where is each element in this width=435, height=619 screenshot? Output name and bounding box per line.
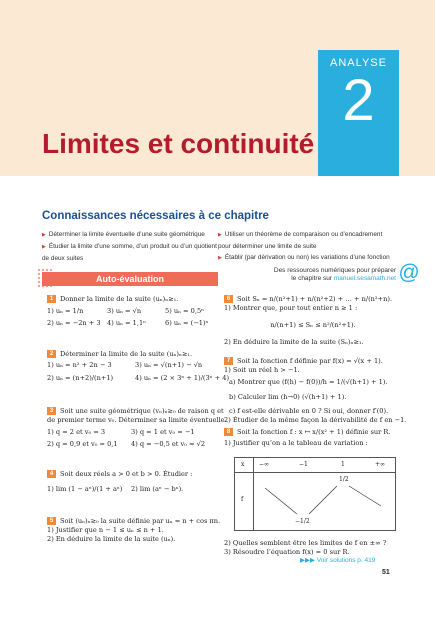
page-number: 51 bbox=[382, 569, 390, 576]
x-label: x bbox=[241, 461, 245, 468]
exercise-7: 7 Soit la fonction f définie par f(x) = √(x + 1). 1) Soit un réel h > −1. a) Montrer que (f(h) − f(0))/h = 1/(√(h+1) + 1). b) Calculer lim (h→0) (√(h+1) + 1). c) f est-elle dérivable en 0 ? Si oui, donner f′(0). 2) Étudier de la même façon la dérivabilité de f en −1. bbox=[224, 357, 407, 424]
at-icon: @ bbox=[398, 261, 420, 284]
exercise-3: 3 Soit une suite géométrique (vₙ)ₙ≥₀ de raison q et de premier terme v₀. Déterminer sa limite éventuelle. 1) q = 2 et v₀ = 3 3) q = 1 et v₀ = −1 2) q = 0,9 et v₀ = 0,1 4) q = −0,5 et v₀ = √2 bbox=[47, 407, 227, 448]
arrow-icon: ▶ bbox=[218, 232, 222, 238]
x-value: −1 bbox=[299, 461, 308, 468]
prerequisite-item: ▶ Utiliser un théorème de comparaison ou d’encadrement pour déterminer une limite de suite ▶ Établir (par dérivation ou non) les variations d’une fonction bbox=[218, 231, 390, 261]
x-value: 1 bbox=[341, 461, 345, 468]
f-min-value: −1/2 bbox=[295, 518, 310, 525]
section-label: ANALYSE bbox=[330, 57, 387, 69]
exercise-8-continued: 2) Quelles semblent être les limites de f en ±∞ ? 3) Résoudre l’équation f(x) = 0 sur R. bbox=[224, 539, 387, 556]
arrow-icon: ▶ bbox=[42, 244, 46, 250]
x-value: −∞ bbox=[259, 461, 270, 468]
f-label: f bbox=[241, 496, 244, 503]
exercise-8: 8 Soit la fonction f : x ↦ x/(x² + 1) définie sur R. 1) Justifier qu’on a le tableau de variation : bbox=[224, 428, 391, 447]
solutions-link[interactable]: ▶▶▶ Voir solutions p. 419 bbox=[300, 557, 376, 564]
variation-arrows bbox=[235, 458, 395, 530]
chapter-title: Limites et continuité bbox=[42, 128, 315, 159]
resources-note: Des ressources numériques pour préparer le chapitre sur manuel.sesamath.net bbox=[273, 267, 396, 282]
arrow-icon: ▶ bbox=[42, 232, 46, 238]
prerequisite-item: ▶ Déterminer la limite éventuelle d’une suite géométrique ▶ Étudier la limite d’une somme, d’un produit ou d’un quotient de deux suites bbox=[42, 231, 217, 262]
variation-table bbox=[234, 457, 396, 531]
exercise-6: 6 Soit Sₙ = n/(n²+1) + n/(n²+2) + … + n/(n²+n). 1) Montrer que, pour tout entier n ≥ 1 : n/(n+1) ≤ Sₙ ≤ n²/(n²+1). 2) En déduire la limite de la suite (Sₙ)ₙ≥₁. bbox=[224, 295, 392, 346]
arrow-icon: ▶ bbox=[218, 255, 222, 261]
x-value: +∞ bbox=[375, 461, 386, 468]
chapter-number: 2 bbox=[342, 68, 375, 133]
exercise-2: 2 Déterminer la limite de la suite (uₙ)ₙ≥₁. 1) uₙ = n² + 2n − 3 3) uₙ = √(n+1) − √n 2) uₙ = (n+2)/(n+1) 4) uₙ = (2 × 3ⁿ + 1)/(3ⁿ + 4) bbox=[47, 350, 230, 382]
exercise-5: 5 Soit (uₙ)ₙ≥₀ la suite définie par uₙ = n + cos πn. 1) Justifier que n − 1 ≤ uₙ ≤ n + 1. 2) En déduire la limite de la suite (uₙ). bbox=[47, 517, 221, 543]
resources-link[interactable]: manuel.sesamath.net bbox=[333, 275, 396, 282]
f-max-value: 1/2 bbox=[339, 476, 349, 483]
prerequisites-heading: Connaissances nécessaires à ce chapitre bbox=[42, 210, 269, 222]
exercise-4: 4 Soit deux réels a > 0 et b > 0. Étudier : 1) lim (1 − aⁿ)/(1 + aⁿ) 2) lim (aⁿ − bⁿ). bbox=[47, 470, 193, 493]
auto-evaluation-heading: Auto-évaluation bbox=[42, 272, 218, 286]
exercise-1: 1 Donner la limite de la suite (uₙ)ₙ≥₁. 1) uₙ = 1/n 3) uₙ = √n 5) uₙ = 0,5ⁿ 2) uₙ = −2n + 3 4) uₙ = 1,1ⁿ 6) uₙ = (−1)ⁿ bbox=[47, 295, 209, 327]
